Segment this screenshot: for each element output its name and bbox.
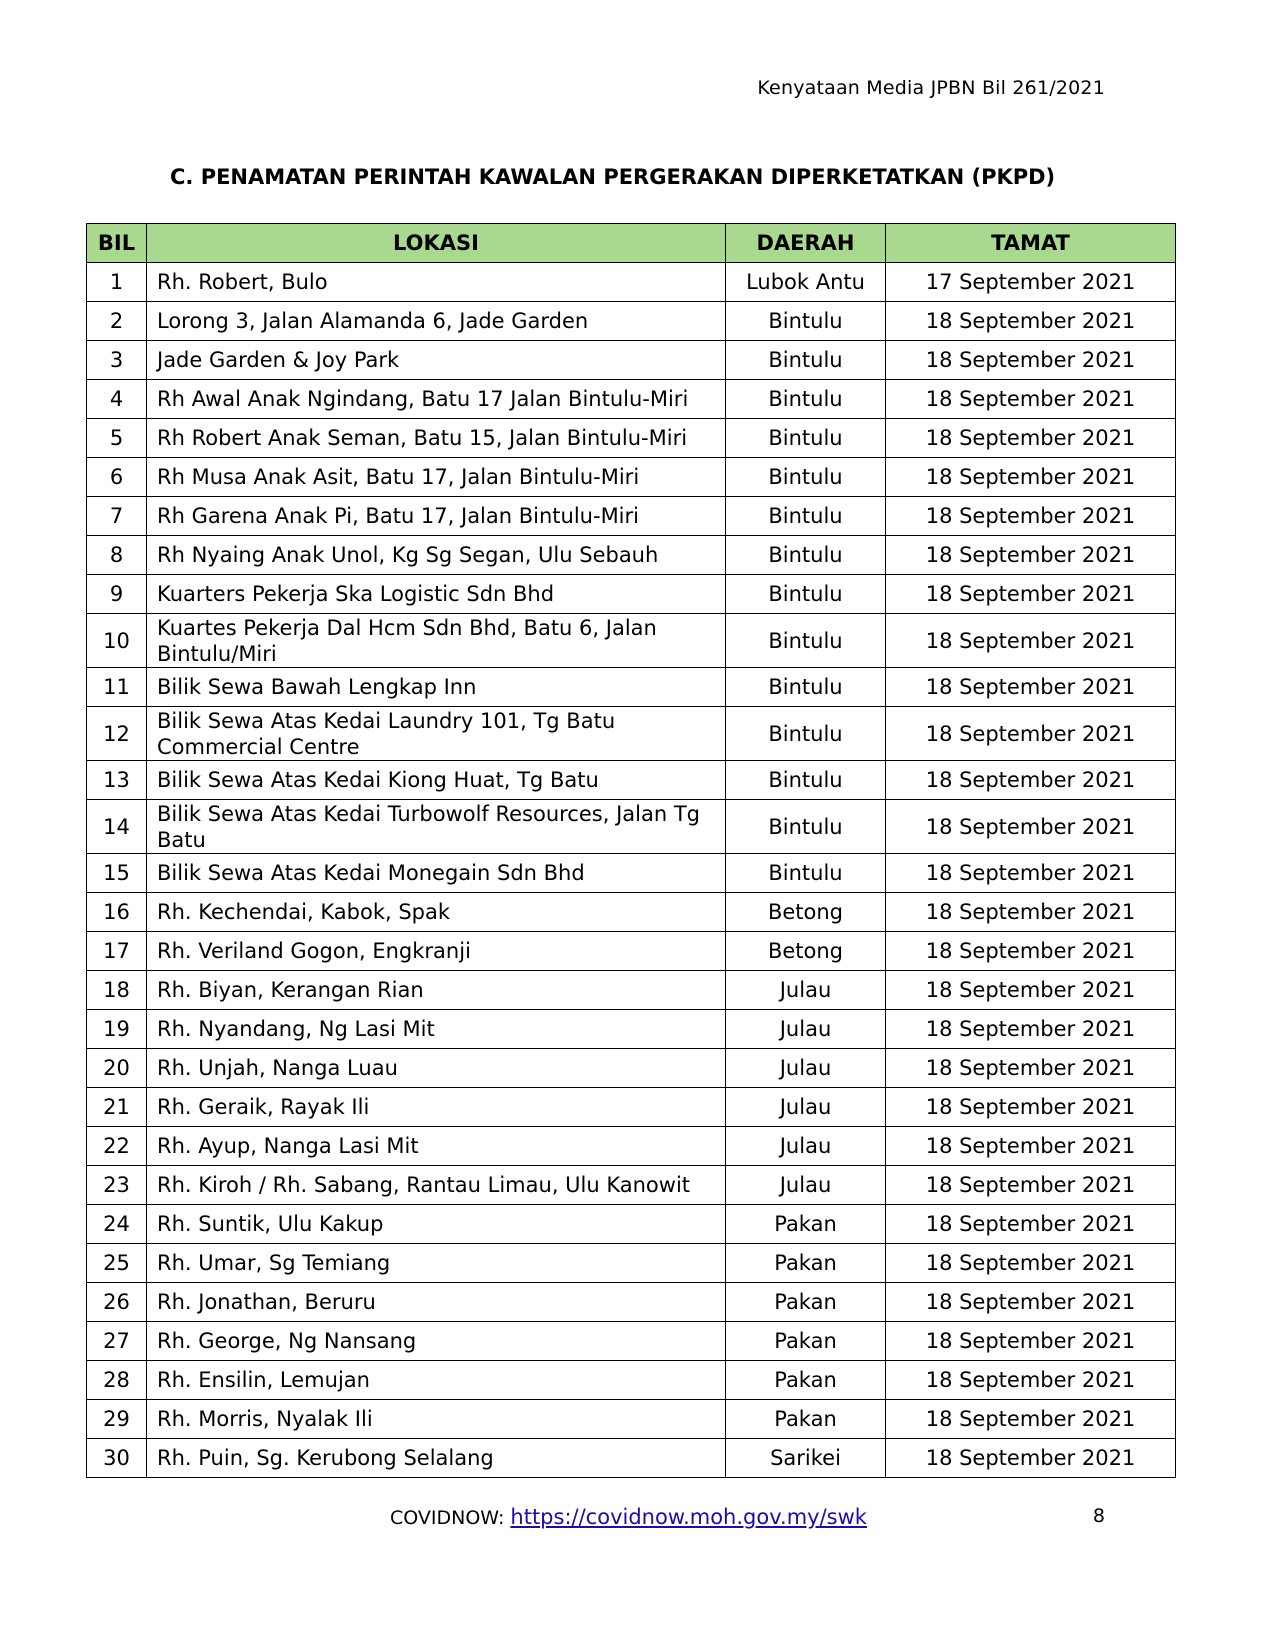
bil-cell: 9 — [87, 575, 147, 614]
lokasi-cell: Rh. Ayup, Nanga Lasi Mit — [147, 1127, 726, 1166]
daerah-cell: Pakan — [726, 1244, 886, 1283]
tamat-cell: 17 September 2021 — [886, 263, 1176, 302]
daerah-cell: Pakan — [726, 1322, 886, 1361]
column-header-tamat: TAMAT — [886, 224, 1176, 263]
table-row — [87, 1049, 1176, 1088]
lokasi-cell: Kuarters Pekerja Ska Logistic Sdn Bhd — [147, 575, 726, 614]
bil-cell: 3 — [87, 341, 147, 380]
table-row — [87, 263, 1176, 302]
daerah-cell: Bintulu — [726, 707, 886, 761]
table-row — [87, 932, 1176, 971]
lokasi-cell: Rh. Robert, Bulo — [147, 263, 726, 302]
bil-cell: 4 — [87, 380, 147, 419]
tamat-cell: 18 September 2021 — [886, 302, 1176, 341]
tamat-cell: 18 September 2021 — [886, 1361, 1176, 1400]
table-row — [87, 1283, 1176, 1322]
lokasi-cell: Rh. George, Ng Nansang — [147, 1322, 726, 1361]
tamat-cell: 18 September 2021 — [886, 707, 1176, 761]
bil-cell: 28 — [87, 1361, 147, 1400]
bil-cell: 13 — [87, 761, 147, 800]
tamat-cell: 18 September 2021 — [886, 1283, 1176, 1322]
table-row — [87, 341, 1176, 380]
tamat-cell: 18 September 2021 — [886, 1244, 1176, 1283]
bil-cell: 1 — [87, 263, 147, 302]
bil-cell: 7 — [87, 497, 147, 536]
tamat-cell: 18 September 2021 — [886, 536, 1176, 575]
tamat-cell: 18 September 2021 — [886, 1400, 1176, 1439]
lokasi-cell: Bilik Sewa Bawah Lengkap Inn — [147, 668, 726, 707]
bil-cell: 8 — [87, 536, 147, 575]
daerah-cell: Bintulu — [726, 854, 886, 893]
daerah-cell: Julau — [726, 1127, 886, 1166]
lokasi-cell: Rh. Kiroh / Rh. Sabang, Rantau Limau, Ulu Kanowit — [147, 1166, 726, 1205]
bil-cell: 29 — [87, 1400, 147, 1439]
daerah-cell: Pakan — [726, 1205, 886, 1244]
table-row — [87, 614, 1176, 668]
lokasi-cell: Bilik Sewa Atas Kedai Laundry 101, Tg Batu Commercial Centre — [147, 707, 726, 761]
table-row — [87, 380, 1176, 419]
lokasi-cell: Rh. Unjah, Nanga Luau — [147, 1049, 726, 1088]
lokasi-cell: Kuartes Pekerja Dal Hcm Sdn Bhd, Batu 6, Jalan Bintulu/Miri — [147, 614, 726, 668]
lokasi-cell: Lorong 3, Jalan Alamanda 6, Jade Garden — [147, 302, 726, 341]
tamat-cell: 18 September 2021 — [886, 1322, 1176, 1361]
table-row — [87, 1322, 1176, 1361]
lokasi-cell: Rh Robert Anak Seman, Batu 15, Jalan Bintulu-Miri — [147, 419, 726, 458]
bil-cell: 2 — [87, 302, 147, 341]
table-row — [87, 707, 1176, 761]
lokasi-cell: Rh. Ensilin, Lemujan — [147, 1361, 726, 1400]
lokasi-cell: Rh Awal Anak Ngindang, Batu 17 Jalan Bintulu-Miri — [147, 380, 726, 419]
bil-cell: 24 — [87, 1205, 147, 1244]
bil-cell: 6 — [87, 458, 147, 497]
bil-cell: 5 — [87, 419, 147, 458]
pkpd-table — [86, 223, 1176, 1478]
tamat-cell: 18 September 2021 — [886, 1127, 1176, 1166]
lokasi-cell: Rh. Kechendai, Kabok, Spak — [147, 893, 726, 932]
table-row — [87, 971, 1176, 1010]
bil-cell: 12 — [87, 707, 147, 761]
daerah-cell: Bintulu — [726, 536, 886, 575]
page-number: 8 — [1092, 1505, 1105, 1527]
table-row — [87, 458, 1176, 497]
table-row — [87, 1205, 1176, 1244]
table-row — [87, 575, 1176, 614]
lokasi-cell: Rh. Veriland Gogon, Engkranji — [147, 932, 726, 971]
daerah-cell: Bintulu — [726, 575, 886, 614]
daerah-cell: Bintulu — [726, 302, 886, 341]
daerah-cell: Bintulu — [726, 800, 886, 854]
lokasi-cell: Rh. Umar, Sg Temiang — [147, 1244, 726, 1283]
tamat-cell: 18 September 2021 — [886, 1205, 1176, 1244]
daerah-cell: Pakan — [726, 1283, 886, 1322]
lokasi-cell: Rh Nyaing Anak Unol, Kg Sg Segan, Ulu Sebauh — [147, 536, 726, 575]
bil-cell: 27 — [87, 1322, 147, 1361]
lokasi-cell: Bilik Sewa Atas Kedai Kiong Huat, Tg Batu — [147, 761, 726, 800]
lokasi-cell: Rh. Biyan, Kerangan Rian — [147, 971, 726, 1010]
daerah-cell: Pakan — [726, 1400, 886, 1439]
daerah-cell: Betong — [726, 932, 886, 971]
table-row — [87, 1244, 1176, 1283]
section-title: C. PENAMATAN PERINTAH KAWALAN PERGERAKAN DIPERKETATKAN (PKPD) — [170, 165, 1056, 189]
tamat-cell: 18 September 2021 — [886, 1010, 1176, 1049]
tamat-cell: 18 September 2021 — [886, 1088, 1176, 1127]
bil-cell: 18 — [87, 971, 147, 1010]
bil-cell: 23 — [87, 1166, 147, 1205]
tamat-cell: 18 September 2021 — [886, 1049, 1176, 1088]
column-header-lokasi: LOKASI — [147, 224, 726, 263]
daerah-cell: Bintulu — [726, 419, 886, 458]
covidnow-link[interactable]: https://covidnow.moh.gov.my/swk — [510, 1505, 867, 1529]
tamat-cell: 18 September 2021 — [886, 761, 1176, 800]
table-row — [87, 1166, 1176, 1205]
tamat-cell: 18 September 2021 — [886, 1166, 1176, 1205]
tamat-cell: 18 September 2021 — [886, 971, 1176, 1010]
tamat-cell: 18 September 2021 — [886, 419, 1176, 458]
bil-cell: 11 — [87, 668, 147, 707]
bil-cell: 17 — [87, 932, 147, 971]
lokasi-cell: Rh. Jonathan, Beruru — [147, 1283, 726, 1322]
daerah-cell: Betong — [726, 893, 886, 932]
daerah-cell: Bintulu — [726, 668, 886, 707]
tamat-cell: 18 September 2021 — [886, 1439, 1176, 1478]
bil-cell: 15 — [87, 854, 147, 893]
bil-cell: 21 — [87, 1088, 147, 1127]
column-header-daerah: DAERAH — [726, 224, 886, 263]
table-row — [87, 419, 1176, 458]
tamat-cell: 18 September 2021 — [886, 458, 1176, 497]
daerah-cell: Julau — [726, 971, 886, 1010]
table-row — [87, 1088, 1176, 1127]
lokasi-cell: Rh. Geraik, Rayak Ili — [147, 1088, 726, 1127]
lokasi-cell: Rh Musa Anak Asit, Batu 17, Jalan Bintulu-Miri — [147, 458, 726, 497]
bil-cell: 10 — [87, 614, 147, 668]
table-row — [87, 1010, 1176, 1049]
bil-cell: 14 — [87, 800, 147, 854]
document-reference: Kenyataan Media JPBN Bil 261/2021 — [757, 77, 1105, 99]
daerah-cell: Bintulu — [726, 761, 886, 800]
table-row — [87, 893, 1176, 932]
lokasi-cell: Rh. Puin, Sg. Kerubong Selalang — [147, 1439, 726, 1478]
table-row — [87, 1400, 1176, 1439]
daerah-cell: Bintulu — [726, 458, 886, 497]
bil-cell: 26 — [87, 1283, 147, 1322]
tamat-cell: 18 September 2021 — [886, 932, 1176, 971]
table-row — [87, 800, 1176, 854]
table-body — [87, 263, 1176, 1478]
tamat-cell: 18 September 2021 — [886, 800, 1176, 854]
daerah-cell: Julau — [726, 1049, 886, 1088]
lokasi-cell: Rh. Nyandang, Ng Lasi Mit — [147, 1010, 726, 1049]
column-header-bil: BIL — [87, 224, 147, 263]
daerah-cell: Sarikei — [726, 1439, 886, 1478]
daerah-cell: Lubok Antu — [726, 263, 886, 302]
table-row — [87, 1361, 1176, 1400]
table-row — [87, 1439, 1176, 1478]
lokasi-cell: Rh. Morris, Nyalak Ili — [147, 1400, 726, 1439]
table-row — [87, 536, 1176, 575]
tamat-cell: 18 September 2021 — [886, 614, 1176, 668]
table-row — [87, 854, 1176, 893]
tamat-cell: 18 September 2021 — [886, 668, 1176, 707]
table-row — [87, 302, 1176, 341]
tamat-cell: 18 September 2021 — [886, 380, 1176, 419]
bil-cell: 30 — [87, 1439, 147, 1478]
lokasi-cell: Jade Garden & Joy Park — [147, 341, 726, 380]
table-row — [87, 668, 1176, 707]
daerah-cell: Pakan — [726, 1361, 886, 1400]
table-header-row — [87, 224, 1176, 263]
daerah-cell: Bintulu — [726, 497, 886, 536]
table-row — [87, 761, 1176, 800]
table-row — [87, 497, 1176, 536]
table-row — [87, 1127, 1176, 1166]
daerah-cell: Bintulu — [726, 380, 886, 419]
daerah-cell: Bintulu — [726, 614, 886, 668]
footer — [390, 1505, 867, 1529]
bil-cell: 19 — [87, 1010, 147, 1049]
lokasi-cell: Bilik Sewa Atas Kedai Turbowolf Resources, Jalan Tg Batu — [147, 800, 726, 854]
daerah-cell: Bintulu — [726, 341, 886, 380]
daerah-cell: Julau — [726, 1010, 886, 1049]
bil-cell: 16 — [87, 893, 147, 932]
tamat-cell: 18 September 2021 — [886, 854, 1176, 893]
tamat-cell: 18 September 2021 — [886, 497, 1176, 536]
footer-label: COVIDNOW: — [390, 1507, 511, 1529]
tamat-cell: 18 September 2021 — [886, 575, 1176, 614]
lokasi-cell: Rh. Suntik, Ulu Kakup — [147, 1205, 726, 1244]
daerah-cell: Julau — [726, 1166, 886, 1205]
bil-cell: 20 — [87, 1049, 147, 1088]
daerah-cell: Julau — [726, 1088, 886, 1127]
bil-cell: 22 — [87, 1127, 147, 1166]
tamat-cell: 18 September 2021 — [886, 893, 1176, 932]
bil-cell: 25 — [87, 1244, 147, 1283]
tamat-cell: 18 September 2021 — [886, 341, 1176, 380]
lokasi-cell: Rh Garena Anak Pi, Batu 17, Jalan Bintulu-Miri — [147, 497, 726, 536]
lokasi-cell: Bilik Sewa Atas Kedai Monegain Sdn Bhd — [147, 854, 726, 893]
